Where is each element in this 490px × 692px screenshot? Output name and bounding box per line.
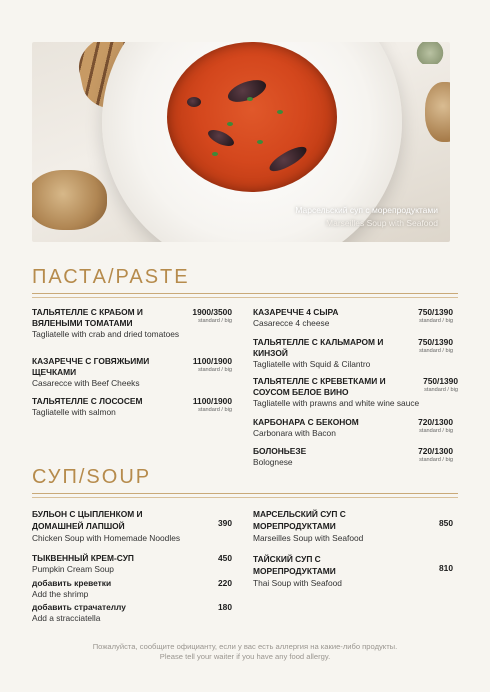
menu-item-en: Marseilles Soup with Seafood xyxy=(253,533,364,543)
allergy-notice-en: Please tell your waiter if you have any food allergy. xyxy=(159,652,331,661)
menu-item-price: 1900/3500 xyxy=(192,307,232,317)
menu-item-name: МАРСЕЛЬСКИЙ СУП С МОРЕПРОДУКТАМИ xyxy=(253,509,346,531)
hero-caption-en: Marseilles Soup with Seafood xyxy=(326,218,438,228)
menu-item-price: 720/1300 xyxy=(418,446,453,456)
menu-item-size-note: standard / big xyxy=(419,428,453,434)
menu-item-size-note: standard / big xyxy=(419,318,453,324)
menu-item-name: ТАЙСКИЙ СУП С МОРЕПРОДУКТАМИ xyxy=(253,554,336,576)
menu-item-en: Casarecce 4 cheese xyxy=(253,318,330,328)
menu-item-name: ТЫКВЕННЫЙ КРЕМ-СУП xyxy=(32,553,134,563)
hero-photo xyxy=(32,42,450,242)
soup-image xyxy=(167,42,337,192)
menu-item-name: КАРБОНАРА С БЕКОНОМ xyxy=(253,417,359,427)
menu-item-en: Chicken Soup with Homemade Noodles xyxy=(32,533,181,543)
pasta-divider xyxy=(32,293,458,294)
pasta-section-title: ПАСТА/PASTE xyxy=(32,266,190,288)
menu-item xyxy=(32,602,232,624)
menu-item-en: Tagliatelle with prawns and white wine sauce xyxy=(253,398,420,408)
soup-divider xyxy=(32,497,458,498)
menu-item-size-note: standard / big xyxy=(198,367,232,373)
menu-item xyxy=(32,553,232,575)
menu-item-en: Casarecce with Beef Cheeks xyxy=(32,378,140,388)
menu-item-size-note: standard / big xyxy=(198,318,232,324)
menu-item xyxy=(32,307,232,340)
menu-item-en: Pumpkin Cream Soup xyxy=(32,564,114,574)
menu-item-name: БОЛОНЬЕЗЕ xyxy=(253,446,307,456)
herb-garnish-image xyxy=(415,42,445,64)
menu-item-price: 220 xyxy=(218,578,232,588)
allergy-notice-ru: Пожалуйста, сообщите официанту, если у вас есть аллергия на какие-либо продукты. xyxy=(92,642,398,651)
menu-item-en: Add the shrimp xyxy=(32,589,89,599)
menu-item-name: ТАЛЬЯТЕЛЛЕ С КАЛЬМАРОМ И КИНЗОЙ xyxy=(253,337,384,358)
menu-item-price: 750/1390 xyxy=(418,307,453,317)
menu-item-en: Carbonara with Bacon xyxy=(253,428,336,438)
menu-item-size-note: standard / big xyxy=(419,457,453,463)
menu-item-price: 750/1390 xyxy=(423,376,458,386)
menu-item-price: 810 xyxy=(439,563,453,573)
menu-item-en: Add a stracciatella xyxy=(32,613,101,623)
menu-item xyxy=(32,578,232,600)
menu-item-price: 180 xyxy=(218,602,232,612)
menu-item xyxy=(32,508,232,544)
menu-item-name: КАЗАРЕЧЧЕ С ГОВЯЖЬИМИ ЩЕЧКАМИ xyxy=(32,356,150,377)
menu-item xyxy=(253,337,453,370)
hero-caption xyxy=(295,204,438,230)
pasta-divider xyxy=(32,297,458,298)
menu-item xyxy=(32,396,232,418)
menu-item-name: ТАЛЬЯТЕЛЛЕ С КРЕВЕТКАМИ И СОУСОМ БЕЛОЕ ВИНО xyxy=(253,376,386,397)
menu-item-en: Bolognese xyxy=(253,457,293,467)
menu-item-price: 1100/1900 xyxy=(192,356,232,366)
menu-item-en: Tagliatelle with Squid & Cilantro xyxy=(253,359,371,369)
menu-item xyxy=(253,376,458,409)
soup-divider xyxy=(32,493,458,494)
menu-item-en: Tagliatelle with crab and dried tomatoes xyxy=(32,329,180,339)
bread-image xyxy=(32,170,107,230)
menu-item-name: ТАЛЬЯТЕЛЛЕ С ЛОСОСЕМ xyxy=(32,396,143,406)
hero-caption-ru: Марсельский суп с морепродуктами xyxy=(295,205,438,215)
menu-item-name: КАЗАРЕЧЧЕ 4 СЫРА xyxy=(253,307,339,317)
menu-item-price: 1100/1900 xyxy=(192,396,232,406)
menu-item-price: 750/1390 xyxy=(418,337,453,347)
allergy-notice xyxy=(0,642,490,662)
menu-item xyxy=(253,307,453,329)
menu-item-size-note: standard / big xyxy=(198,407,232,413)
menu-item xyxy=(253,446,453,468)
menu-item-en: Thai Soup with Seafood xyxy=(253,578,342,588)
menu-item-name: ТАЛЬЯТЕЛЛЕ С КРАБОМ И ВЯЛЕНЫМИ ТОМАТАМИ xyxy=(32,307,143,328)
menu-item-price: 850 xyxy=(439,518,453,528)
menu-item-price: 720/1300 xyxy=(418,417,453,427)
menu-item-name: добавить страчателлу xyxy=(32,602,126,612)
menu-item xyxy=(253,553,453,589)
menu-item-price: 390 xyxy=(218,518,232,528)
menu-item-price: 450 xyxy=(218,553,232,563)
menu-item xyxy=(253,508,453,544)
bread-image xyxy=(425,82,450,142)
menu-item-size-note: standard / big xyxy=(419,348,453,354)
menu-item-name: БУЛЬОН С ЦЫПЛЕНКОМ И ДОМАШНЕЙ ЛАПШОЙ xyxy=(32,509,143,531)
menu-item-name: добавить креветки xyxy=(32,578,112,588)
menu-item-en: Tagliatelle with salmon xyxy=(32,407,116,417)
menu-item xyxy=(253,417,453,439)
menu-item-size-note: standard / big xyxy=(424,387,458,393)
soup-section-title: СУП/SOUP xyxy=(32,466,152,488)
menu-item xyxy=(32,356,232,389)
